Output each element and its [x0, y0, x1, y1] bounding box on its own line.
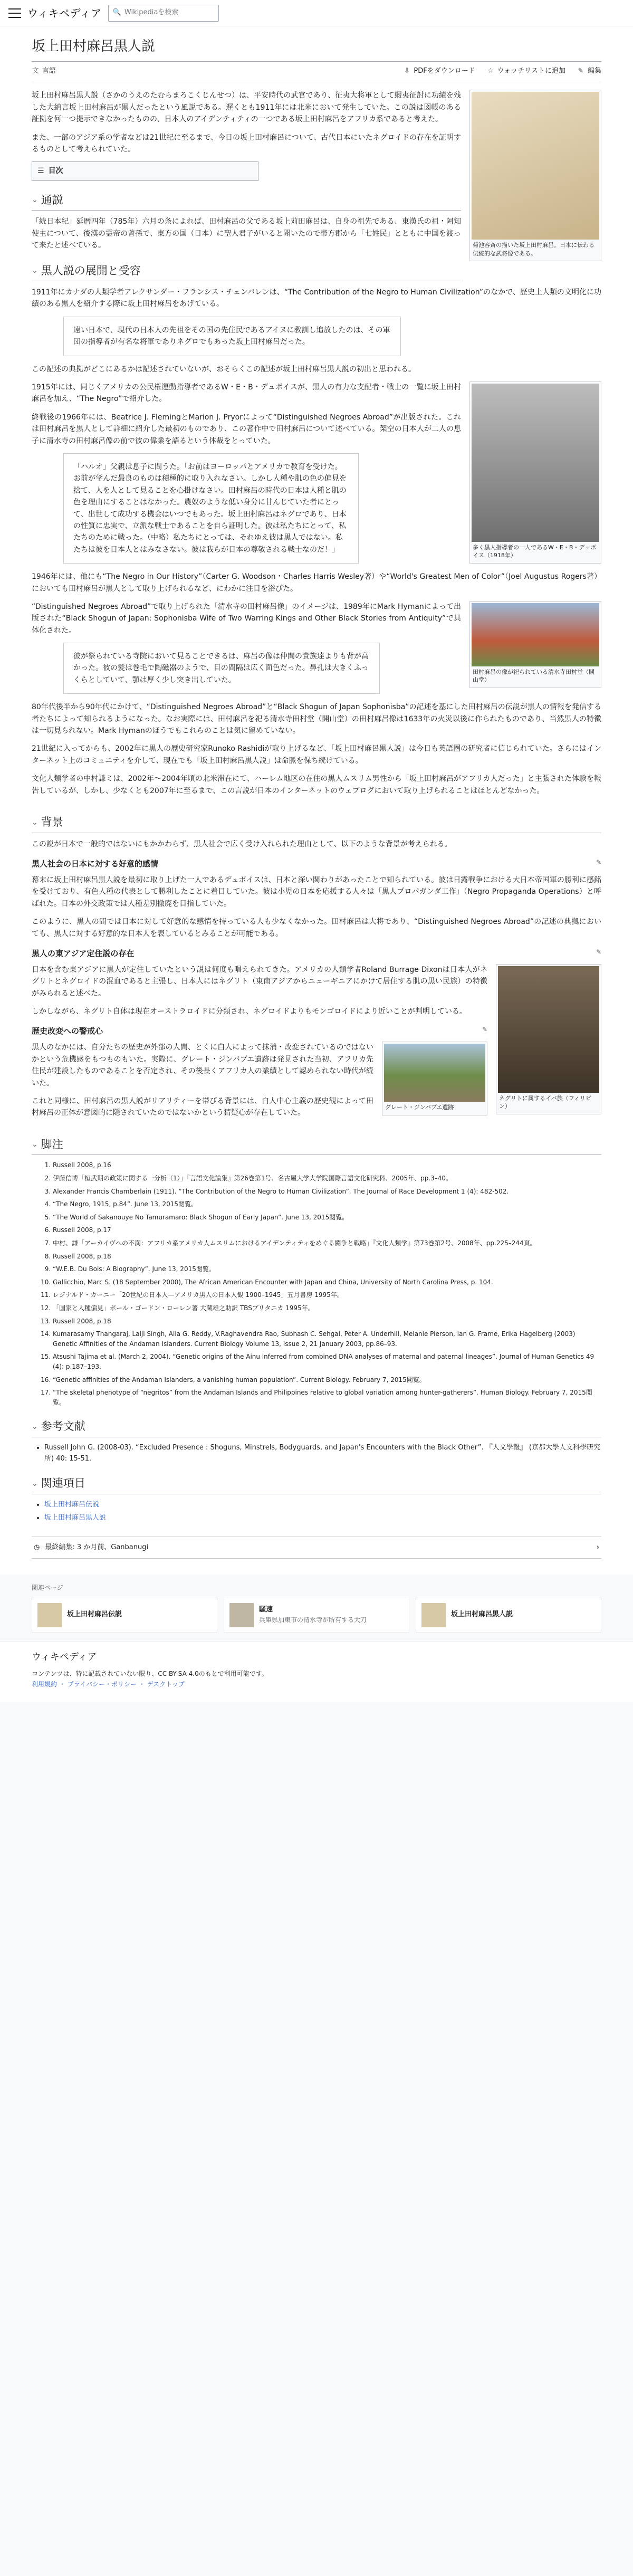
subsection-title: 歴史改変への警戒心: [32, 1026, 103, 1036]
related-card-title: 坂上田村麻呂黒人説: [451, 1610, 513, 1619]
edit-button[interactable]: [577, 66, 601, 77]
chevron-down-icon: ⌄: [32, 1480, 38, 1489]
subsection-title: 黒人の東アジア定住説の存在: [32, 948, 135, 958]
paragraph: 1911年にカナダの人類学者アレクサンダー・フランシス・チェンバレンは、“The Contribution of the Negro to Human Civilization”のなかで、歴史上人類の文明化に功績のある黒人を紹介する際に坂上田村麻呂をあげている。: [32, 288, 601, 309]
related-thumb: [37, 1603, 62, 1627]
related-card-title: 坂上田村麻呂伝説: [67, 1610, 122, 1619]
intro-paragraph: 坂上田村麻呂黒人説（さかのうえのたむらまろこくじんせつ）は、平安時代の武官であり、征夷大将軍として蝦夷征討に功績を残した大納言坂上田村麻呂が黒人だったという風説である。遅くとも1911年には北米において発生していた。この説は図帳のある証拠を何一つ提示できなかったものの、日本人のアイデンティティの一つである坂上田村麻呂をアフリカ系であると考えた。: [32, 91, 461, 124]
reference-item: 3. Alexander Francis Chamberlain (1911). “The Contribution of the Negro to Human Civilization”. The Journal of Race Development 1 (4): 482-502.: [53, 1187, 601, 1197]
paragraph: この記述の典拠がどこにあるかは記述されていないが、おそらくこの記述が坂上田村麻呂黒人説の初出と思われる。: [32, 365, 416, 374]
related-card[interactable]: [416, 1598, 601, 1633]
figure-caption: 菊池容斎の描いた坂上田村麻呂。日本に伝わる伝統的な武将像である。: [473, 242, 594, 257]
paragraph: これと同様に、田村麻呂の黒人説がリアリティーを帯びる背景には、白人中心主義の歴史観によって田村麻呂の正体が意図的に隠されていたのではないかという猜疑心が存在していた。: [32, 1097, 373, 1118]
watch-label: ウォッチリストに追加: [497, 66, 565, 75]
paragraph: 1915年には、同じくアメリカの公民権運動指導者であるW・E・B・デュボイスが、黒人の有力な支配者・戦士の一覧に坂上田村麻呂を加え、“The Negro”で紹介した。: [32, 383, 461, 404]
reference-item: 6. Russell 2008, p.17: [53, 1225, 601, 1235]
section-title: 脚注: [41, 1138, 63, 1151]
related-pages: [0, 1575, 633, 1640]
download-icon: ⇩: [404, 66, 410, 75]
figure-zimbabwe: [382, 1042, 487, 1115]
paragraph: 21世紀に入ってからも、2002年に黒人の歴史研究家Runoko Rashidiが取り上げるなど、「坂上田村麻呂黒人説」は今日も英語圏の研究者に信じられていた。さらにはインターネット上のコミュニティを介して、現在でも「坂上田村麻呂黒人説」は命脈を保ち続けている。: [32, 745, 601, 765]
paragraph: 80年代後半から90年代にかけて、“Distinguished Negroes Abroad”と“Black Shogun of Japan Sophonisba”の記述を基にした田村麻呂の伝説が黒人の情報を発信する者たちによって知られるようになった。なお実際には、田村麻呂を祀る清水寺田村堂（開山堂）の田村麻呂像は1633年の火災以後に作られたものであり、当然黒人の特徴は一切見られない。Mark Hymanのほうでもこれらのことは気に留めていない。: [32, 703, 601, 736]
subsection-heading: [32, 947, 601, 960]
aeta-image[interactable]: [498, 966, 599, 1093]
reference-item: 13. Russell 2008, p.18: [53, 1316, 601, 1327]
paragraph: この説が日本で一般的ではないにもかかわらず、黒人社会で広く受け入れられた理由として、以下のような背景が考えられる。: [32, 839, 452, 848]
last-modified-bar[interactable]: [32, 1537, 601, 1559]
section-title: 関連項目: [41, 1477, 85, 1490]
language-icon: 文: [32, 66, 39, 75]
reference-item: 1. Russell 2008, p.16: [53, 1160, 601, 1170]
edit-label: 編集: [587, 66, 601, 75]
chevron-down-icon: ⌄: [32, 1422, 38, 1431]
toc-label: 目次: [48, 167, 63, 176]
related-card[interactable]: [224, 1598, 409, 1633]
related-card[interactable]: [32, 1598, 217, 1633]
reference-item: 4. “The Negro, 1915, p.84”. June 13, 2015閲覧。: [53, 1199, 601, 1209]
subsection-title: 黒人社会の日本に対する好意的感情: [32, 858, 159, 869]
paragraph: 文化人類学者の中村謙ミは、2002年〜2004年頃の北米滞在にて、ハーレム地区の在住の黒人ムスリム男性から「坂上田村麻呂がアフリカ人だった」と主張された体験を報告しているが、しかし、少なくとも2007年に至るまで、この言説が日本のインターネットのウェブログにおいて取り上げられることはほとんどなかった。: [32, 775, 601, 795]
figure-caption: グレート・ジンバブエ遺跡: [385, 1104, 454, 1111]
license-text: コンテンツは、特に記載されていない限り、CC BY-SA 4.0のもとで利用可能です。: [32, 1670, 268, 1678]
language-button[interactable]: [32, 66, 56, 77]
blockquote: 「ハルオ」父親は息子に問うた。「お前はヨーロッパとアメリカで教育を受けた。お前が学んだ最良のものは積極的に取り入れなさい。しかし人種や肌の色の偏見を捨て、人を人として見ることを心掛けなさい。田村麻呂の時代の日本は人種と肌の色を理由にすることはなかった。農奴のような低い身分に甘んじていた者にとって、出世して成功する機会はいつでもあった。坂上田村麻呂はネグロであり、日本の性質に忠実で、立派な戦士であることを自ら証明した。彼は私たちにとって、私たちのために戦った。（中略）私たちにとっては、それゆえ彼は黒人ではない。私たちは彼を日本人とはみなさない。彼は我らが日本の尊敬される戦士なのだ！」: [63, 453, 359, 564]
pencil-icon[interactable]: ✎: [596, 948, 601, 956]
menu-icon[interactable]: [8, 8, 21, 18]
paragraph: このように、黒人の間では日本に対して好意的な感情を持っている人も少なくなかった。田村麻呂は大将であり、“Distinguished Negroes Abroad”の記述の典拠においても、黒人に対する好意的な日本人を表しているとみることが可能である。: [32, 918, 601, 938]
related-card-title: 騒速: [259, 1605, 273, 1614]
paragraph: “Distinguished Negroes Abroad”で取り上げられた「清水寺の田村麻呂像」のイメージは、1989年にMark Hymanによって出版された“Black Shogun of Japan: Sophonisba Wife of Two Warring Kings and Other Black Stories from Antiquity”で具体化された。: [32, 602, 461, 635]
related-link[interactable]: 坂上田村麻呂伝説: [44, 1501, 100, 1509]
section-title: 参考文献: [41, 1420, 85, 1433]
related-thumb: [421, 1603, 446, 1627]
search-icon: 🔍: [112, 8, 121, 17]
section-heading[interactable]: [32, 814, 601, 833]
paragraph: 「続日本紀」延暦四年（785年）六月の条によれば、田村麻呂の父である坂上苅田麻呂は、自身の祖先である、東漢氏の祖・阿知使主について、後漢の霊帝の曾孫で、東方の国（日本）に聖人君子がいると聞いたので帯方郡から「七姓民」とともに中国を渡って来たと述べている。: [32, 217, 461, 250]
chevron-down-icon: ⌄: [32, 1140, 38, 1149]
paragraph: 日本を含む東アジアに黒人が定住していたという説は何度も唱えられてきた。アメリカの人類学者Roland Burrage Dixonは日本人がネグリトとネグロイドの混血であると主張し、日本人にはネグリト（東南アジアからニューギニアにかけて居住する肌の黒い民族）の特徴がみられると述べた。: [32, 965, 487, 998]
figure-portrait: [469, 381, 601, 564]
references-list: [53, 1160, 601, 1407]
paragraph: 終戦後の1966年には、Beatrice J. FlemingとMarion J. Pryorによって“Distinguished Negroes Abroad”が出版された。これは田村麻呂を黒人として詳細に紹介した最初のものであり、この著作中で田村麻呂について述べている。架空の日本人が二人の息子に清水寺の田村麻呂像の前で彼の偉業を語るという体裁をとっていた。: [32, 413, 461, 445]
reference-item: 8. Russell 2008, p.18: [53, 1252, 601, 1262]
section-heading[interactable]: [32, 192, 461, 211]
reference-item: 12. 「国家と人種偏見」ポール・ゴードン・ローレン著 大蔵雄之助訳 TBSブリタニカ 1995年。: [53, 1303, 601, 1313]
section-heading[interactable]: [32, 1475, 601, 1494]
reference-item: 11. レジナルド・カーニー「20世紀の日本人—アメリカ黒人の日本人観 1900–1945」五月書房 1995年。: [53, 1290, 601, 1300]
section-title: 背景: [41, 815, 63, 828]
subsection-heading: [32, 857, 601, 870]
search-input[interactable]: [108, 5, 219, 22]
section-title: 黒人説の展開と受容: [41, 264, 141, 277]
chevron-down-icon: ⌄: [32, 196, 38, 205]
reference-item: 16. “Genetic affinities of the Andaman Islanders, a vanishing human population”. Current Biology. February 7, 2015閲覧。: [53, 1375, 601, 1385]
blockquote: 彼が祭られている寺院において見ることできるは、麻呂の像は仲間の貴族達よりも背が高かった。彼の髪は巻毛で陶磁器のようで、目の間隔は広く面色だった。鼻孔は大きくふっくらとしていて、顎は厚く少し突き出していた。: [63, 643, 380, 694]
list-icon: ☰: [37, 167, 44, 176]
section-title: 通説: [41, 193, 63, 206]
section-heading[interactable]: [32, 1418, 601, 1437]
search-placeholder: Wikipediaを検索: [124, 8, 179, 17]
paragraph: 1946年には、他にも“The Negro in Our History”（Carter G. Woodson・Charles Harris Wesley著）や“World's Greatest Men of Color”（Joel Augustus Rogers著）においても田村麻呂が黒人として取り上げられるなど、にわかに注目を浴びた。: [32, 573, 601, 593]
reference-item: 10. Gallicchio, Marc S. (18 September 2000), The African American Encounter with Japan and China, University of North Carolina Press, p. 104.: [53, 1277, 601, 1287]
intro-paragraph: また、一部のアジア系の学者などは21世紀に至るまで、今日の坂上田村麻呂について、古代日本にいたネグロイドの存在を証明するものとして考えられていた。: [32, 133, 461, 154]
watch-button[interactable]: [487, 66, 565, 77]
chevron-right-icon: ›: [596, 1543, 599, 1551]
blockquote: 遠い日本で、現代の日本人の先祖をその国の先住民であるアイヌに教訓し追放したのは、その軍団の指導者が有名な将軍でありネグロでもあった坂上田村麻呂だった。: [63, 317, 401, 356]
reference-item: 17. “The skeletal phenotype of “negritos” from the Andaman Islands and Philippines relative to global variation among hunter-gatherers”. Human Biology. February 7, 2015閲覧。: [53, 1388, 601, 1407]
related-thumb: [229, 1603, 254, 1627]
related-card-desc: 兵庫県加東市の清水寺が所有する大刀: [259, 1616, 367, 1624]
bibliography-list: [44, 1443, 601, 1465]
portrait-image[interactable]: [472, 384, 599, 542]
page-title: 坂上田村麻呂黒人説: [32, 36, 601, 62]
related-list: [44, 1500, 601, 1524]
reference-item: 2. 伊藤信博「桓武期の政策に関する一分析（1）」『言語文化論集』第26巻第1号、名古屋大学大学院国際言語文化研究科、2005年、pp.3–40。: [53, 1173, 601, 1184]
subsection-heading: [32, 1025, 487, 1037]
reference-item: 7. 中村、謙「アーカイヴへの不満：アフリカ系アメリカ人ムスリムにおけるアイデンティティをめぐる闘争と戦略」『文化人類学』第73巻第2号、2008年、pp.225–244頁。: [53, 1238, 601, 1248]
figure-caption: 田村麻呂の像が祀られている清水寺田村堂（開山堂）: [473, 668, 594, 684]
language-label: 言語: [42, 66, 56, 75]
footer-links[interactable]: 利用規約 ・ プライバシー・ポリシー ・ デスクトップ: [32, 1680, 185, 1688]
bibliography-item: • Russell John G. (2008-03). “Excluded Presence : Shoguns, Minstrels, Bodyguards, and Japan's Encounters with the Black Other”. 『人文學報』 (京都大學人文科學研究所) 40: 15-51.: [44, 1443, 601, 1465]
footer-logo: ウィキペディア: [32, 1651, 97, 1663]
figure-caption: 多く黒人指導者の一人であるW・E・B・デュボイス（1918年）: [473, 544, 597, 559]
top-bar: [0, 0, 633, 26]
page-toolbar: [32, 66, 601, 83]
section-heading[interactable]: [32, 1136, 601, 1156]
related-pages-header: 関連ページ: [32, 1584, 63, 1592]
zimbabwe-image[interactable]: [384, 1044, 485, 1102]
chevron-down-icon: ⌄: [32, 818, 38, 827]
paragraph: 黒人のなかには、自分たちの歴史が外部の人間、とくに白人によって抹消・改変されているのではないかという危機感をもつものもいた。実際に、グレート・ジンバブエ遺跡は発見された当初、アフリカ先住民が建設したものであることを否定され、その後長くアフリカ人の業績として認められない時代が続いた。: [32, 1043, 373, 1087]
pdf-download-button[interactable]: [403, 66, 475, 77]
pencil-icon[interactable]: ✎: [596, 858, 601, 866]
site-logo[interactable]: ウィキペディア: [27, 6, 102, 20]
figure-portrait: [469, 90, 601, 261]
footer: [0, 1641, 633, 1702]
pencil-icon: ✎: [578, 66, 584, 75]
figure-caption: ネグリトに属するイバ族（フィリピン）: [499, 1094, 591, 1110]
last-modified-text: 最終編集: 3 か月前、Ganbanugi: [45, 1543, 149, 1551]
related-link[interactable]: 坂上田村麻呂黒人説: [44, 1513, 107, 1522]
reference-item: 15. Atsushi Tajima et al. (March 2, 2004). “Genetic origins of the Ainu inferred from combined DNA analyses of maternal and paternal lineages”. Journal of Human Genetics 49 (4): p.187–193.: [53, 1352, 601, 1371]
star-icon: ☆: [487, 66, 494, 75]
chevron-down-icon: ⌄: [32, 266, 38, 275]
figure-temple: [469, 601, 601, 688]
temple-image[interactable]: [472, 603, 599, 666]
paragraph: しかしながら、ネグリト自体は現在オーストラロイドに分類され、ネグロイドよりもモンゴロイドにより近いことが判明している。: [32, 1007, 467, 1016]
history-icon: ◷: [34, 1543, 40, 1551]
reference-item: 5. “The World of Sakanouye No Tamuramaro: Black Shogun of Early Japan”. June 13, 2015閲覧。: [53, 1213, 601, 1223]
figure-aeta: [496, 964, 601, 1114]
reference-item: 9. “W.E.B. Du Bois: A Biography”. June 13, 2015閲覧。: [53, 1264, 601, 1274]
pencil-icon[interactable]: ✎: [482, 1026, 487, 1034]
toc-button[interactable]: [32, 161, 258, 180]
paragraph: 幕末に坂上田村麻呂黒人説を最初に取り上げた一人であるデュボイスは、日本と深い関わりがあったことで知られている。彼は日露戦争における大日本帝国軍の勝利に感銘を受けており、有色人種の代表として勝利したことに着目していた。彼は小児の日本を応援する人々は「黒人プロパガンダ工作」（Negro Propaganda Operations）と呼ばれた。日本の外交政策では人種差別撤廃を目指していた。: [32, 875, 601, 908]
section-heading[interactable]: [32, 262, 461, 282]
reference-item: 14. Kumarasamy Thangaraj, Lalji Singh, Alla G. Reddy, V.Raghavendra Rao, Subhash C. Sehgal, Peter A. Underhill, Melanie Pierson, Ian G. Frame, Erika Hagelberg (2003) Genetic Affinities of the Andaman Islanders. Current Biology Volume 13, Issue 2, 21 January 2003, pp.86–93.: [53, 1329, 601, 1349]
main-content: [0, 26, 633, 1575]
pdf-label: PDFをダウンロード: [414, 66, 475, 75]
portrait-image[interactable]: [472, 92, 599, 240]
